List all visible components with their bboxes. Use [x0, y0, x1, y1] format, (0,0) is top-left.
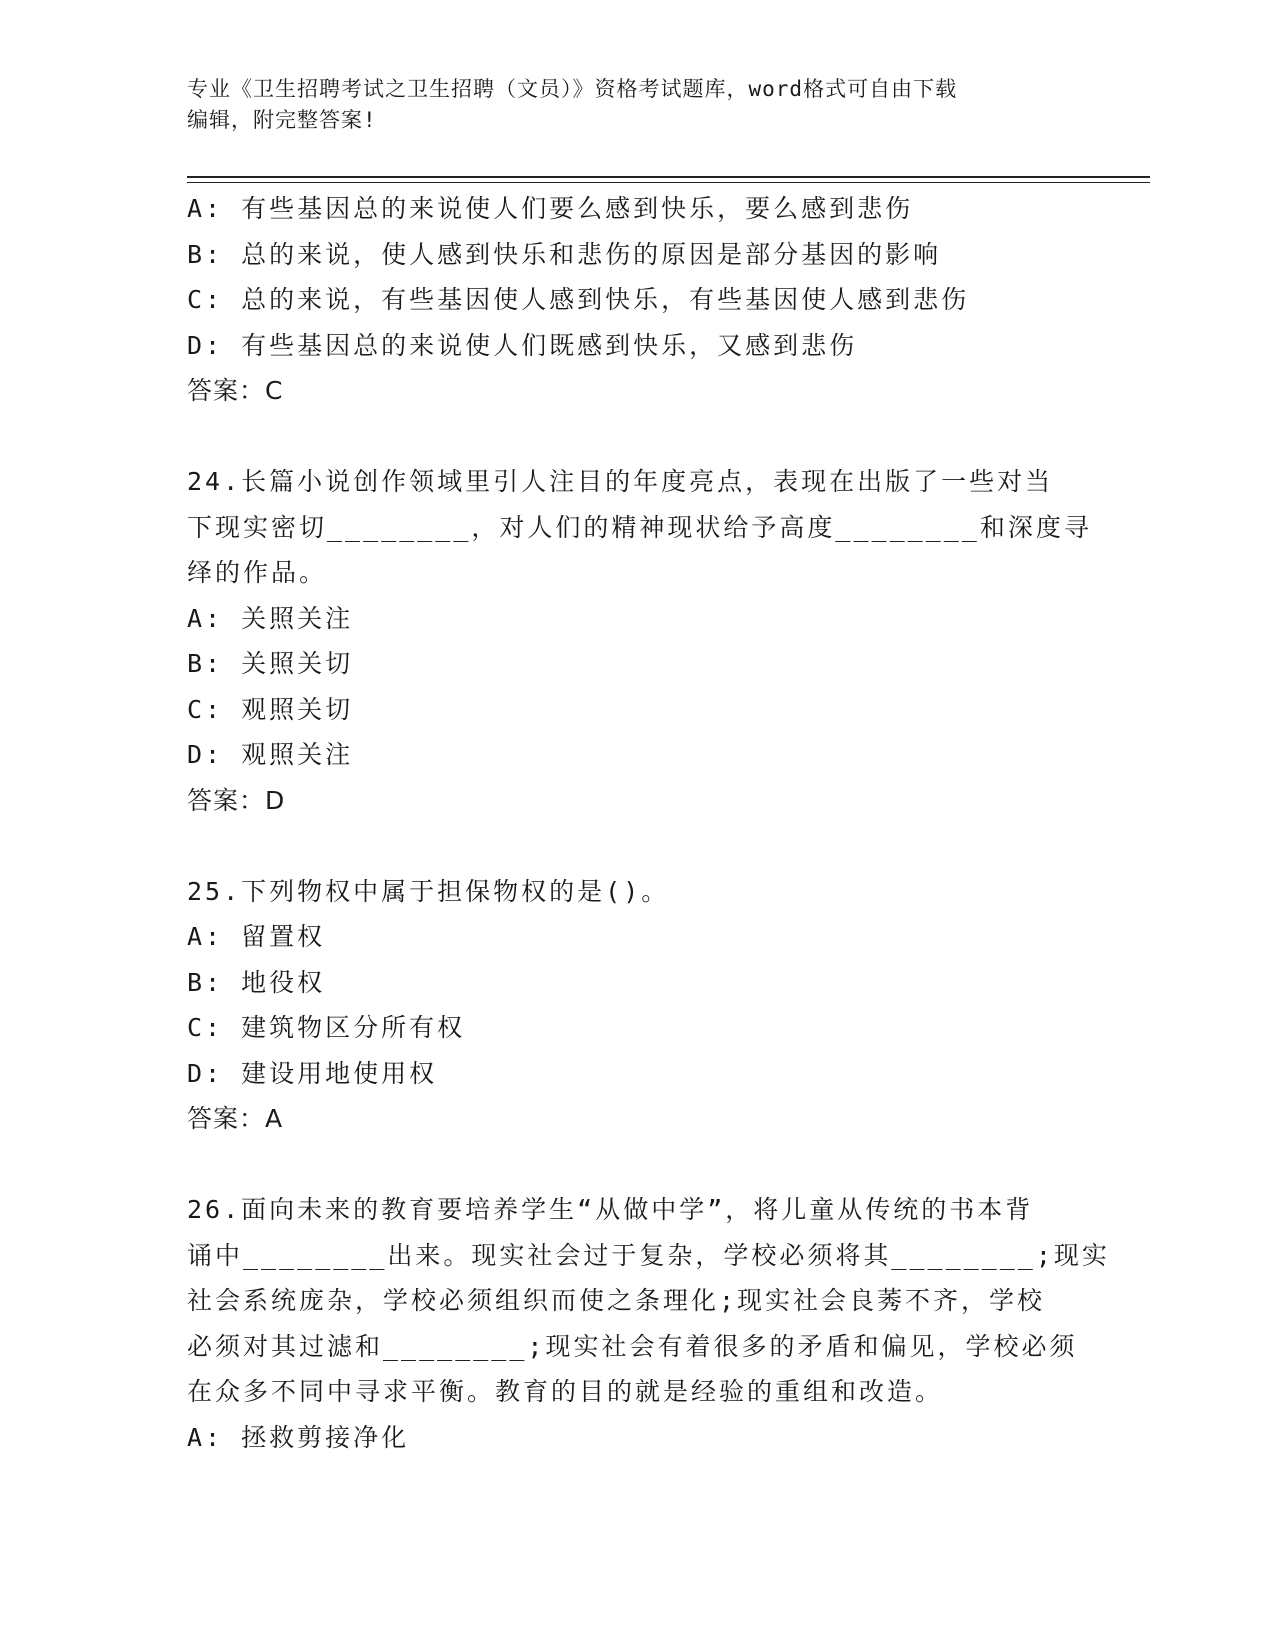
option-b: B: 地役权 [187, 967, 326, 997]
option-c: C: 建筑物区分所有权 [187, 1013, 466, 1042]
answer-label: 答案：C [187, 376, 284, 405]
question-stem-line: 26.面向未来的教育要培养学生“从做中学”，将儿童从传统的书本背 [187, 1195, 1034, 1224]
question-stem-line: 在众多不同中寻求平衡。教育的目的就是经验的重组和改造。 [187, 1377, 944, 1406]
option-a: A: 拯救剪接净化 [187, 1422, 410, 1452]
option-a: A: 留置权 [187, 922, 326, 951]
header-line-1: 专业《卫生招聘考试之卫生招聘（文员）》资格考试题库，word格式可自由下载 [187, 77, 958, 101]
question-23 [187, 186, 1067, 414]
question-26 [187, 1187, 1110, 1460]
option-b: B: 总的来说，使人感到快乐和悲伤的原因是部分基因的影响 [187, 239, 942, 269]
option-d: D: 有些基因总的来说使人们既感到快乐，又感到悲伤 [187, 330, 858, 360]
option-b: B: 关照关切 [187, 649, 354, 678]
question-stem-line: 诵中________出来。现实社会过于复杂，学校必须将其________;现实 [187, 1240, 1110, 1270]
question-stem-line: 下现实密切________，对人们的精神现状给予高度________和深度寻 [187, 512, 1092, 542]
option-c: C: 总的来说，有些基因使人感到快乐，有些基因使人感到悲伤 [187, 285, 970, 314]
header-line-2: 编辑，附完整答案! [187, 108, 377, 132]
option-a: A: 有些基因总的来说使人们要么感到快乐，要么感到悲伤 [187, 194, 914, 223]
answer-label: 答案：D [187, 785, 286, 815]
question-stem-line: 绎的作品。 [187, 558, 328, 587]
header-divider-thick [187, 176, 1150, 178]
question-stem-line: 社会系统庞杂，学校必须组织而使之条理化;现实社会良莠不齐，学校 [187, 1286, 1046, 1315]
option-d: D: 建设用地使用权 [187, 1058, 438, 1088]
question-24 [187, 459, 1092, 823]
document-header [187, 74, 1067, 136]
header-divider-thin [187, 182, 1150, 183]
question-content [187, 186, 1110, 1460]
question-spacer [187, 1142, 1067, 1188]
question-spacer [187, 414, 1067, 460]
question-stem-line: 必须对其过滤和________;现实社会有着很多的矛盾和偏见，学校必须 [187, 1331, 1078, 1361]
option-c: C: 观照关切 [187, 694, 354, 724]
question-25 [187, 869, 1067, 1142]
option-a: A: 关照关注 [187, 603, 354, 633]
answer-label: 答案：A [187, 1104, 284, 1133]
option-d: D: 观照关注 [187, 740, 354, 769]
question-stem-line: 25.下列物权中属于担保物权的是()。 [187, 876, 670, 906]
question-stem-line: 24.长篇小说创作领域里引人注目的年度亮点，表现在出版了一些对当 [187, 467, 1054, 496]
question-spacer [187, 823, 1067, 869]
